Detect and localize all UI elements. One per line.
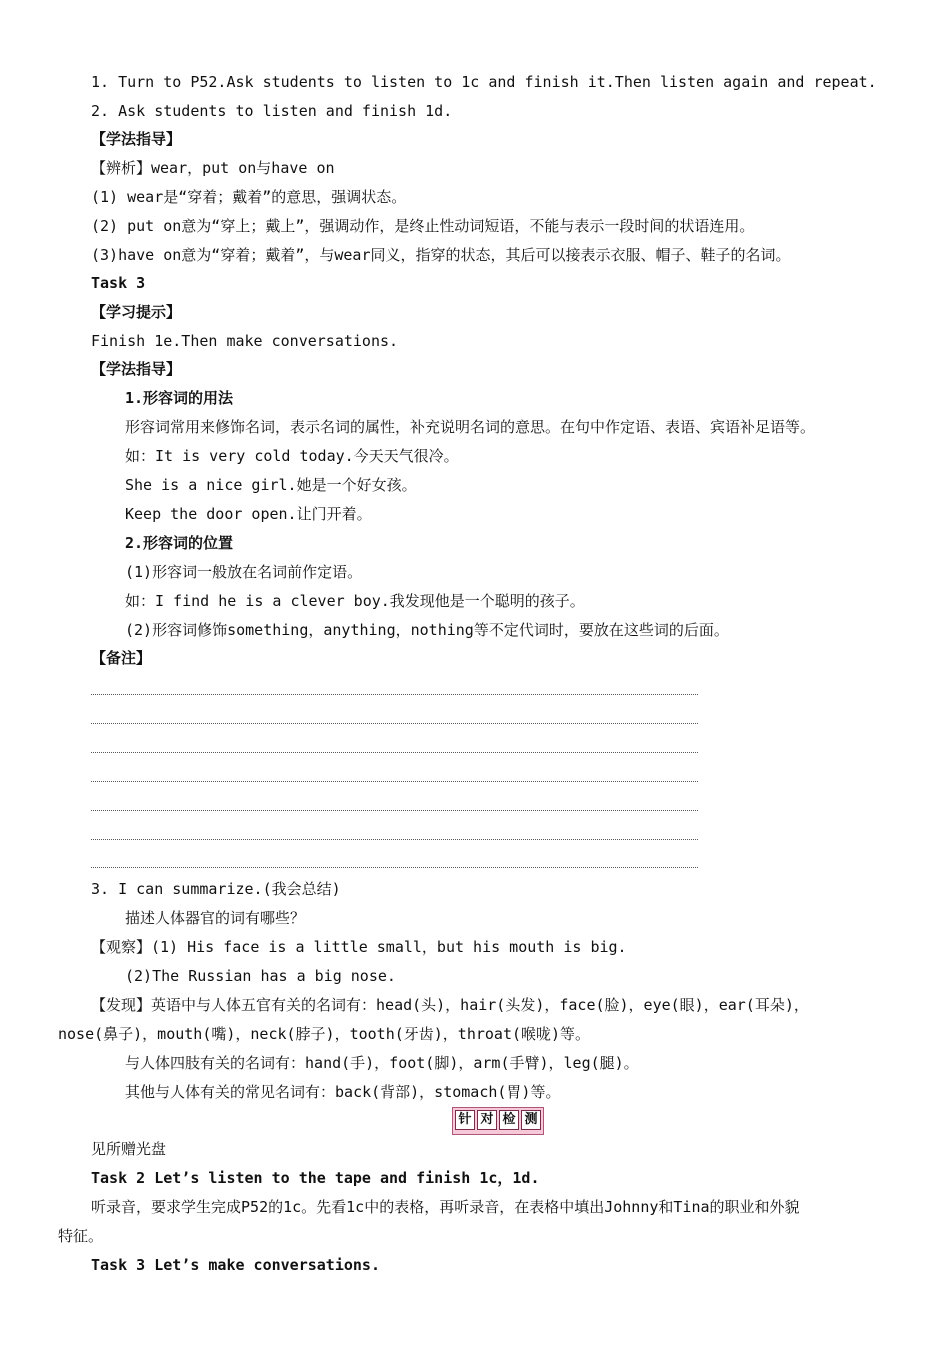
note-line[interactable] bbox=[91, 752, 698, 753]
note-line[interactable] bbox=[91, 781, 698, 782]
text-line: (1)形容词一般放在名词前作定语。 bbox=[125, 563, 363, 581]
task-heading: Task 2 Let’s listen to the tape and finish 1c，1d. bbox=[91, 1169, 540, 1187]
text-line: (2)形容词修饰something，anything，nothing等不定代词时，要放在这些词的后面。 bbox=[125, 621, 729, 639]
note-line[interactable] bbox=[91, 723, 698, 724]
example-line: Keep the door open.让门开着。 bbox=[125, 505, 372, 523]
text-line: Finish 1e.Then make conversations. bbox=[91, 332, 399, 350]
text-line: 与人体四肢有关的名词有：hand(手)，foot(脚)，arm(手臂)，leg(腿)。 bbox=[125, 1054, 639, 1072]
text-line: 特征。 bbox=[58, 1227, 104, 1245]
note-line[interactable] bbox=[91, 810, 698, 811]
text-line: (1) wear是“穿着；戴着”的意思，强调状态。 bbox=[91, 188, 407, 206]
text-line: (3)have on意为“穿着；戴着”，与wear同义，指穿的状态，其后可以接表示衣服、帽子、鞋子的名词。 bbox=[91, 246, 791, 264]
tag-char: 测 bbox=[521, 1110, 541, 1130]
note-line[interactable] bbox=[91, 839, 698, 840]
task-heading: Task 3 bbox=[91, 274, 146, 292]
text-line: 【辨析】wear，put on与have on bbox=[91, 159, 335, 177]
example-line: 如：It is very cold today.今天天气很冷。 bbox=[125, 447, 459, 465]
subheading: 1.形容词的用法 bbox=[125, 389, 234, 407]
text-line: 见所赠光盘 bbox=[91, 1140, 167, 1158]
example-line: 如：I find he is a clever boy.我发现他是一个聪明的孩子。 bbox=[125, 592, 585, 610]
subheading: 2.形容词的位置 bbox=[125, 534, 234, 552]
section-tag bbox=[452, 1107, 544, 1135]
tag-char: 针 bbox=[455, 1110, 475, 1130]
text-line: 描述人体器官的词有哪些？ bbox=[125, 909, 306, 927]
tag-char: 检 bbox=[499, 1110, 519, 1130]
section-heading: 【学法指导】 bbox=[91, 360, 182, 378]
tag-char: 对 bbox=[477, 1110, 497, 1130]
text-line: 【观察】(1) His face is a little small，but his mouth is big. bbox=[91, 938, 627, 956]
text-line: nose(鼻子)，mouth(嘴)，neck(脖子)，tooth(牙齿)，throat(喉咙)等。 bbox=[58, 1025, 591, 1043]
section-heading: 【学习提示】 bbox=[91, 303, 182, 321]
text-line: 听录音，要求学生完成P52的1c。先看1c中的表格，再听录音，在表格中填出Johnny和Tina的职业和外貌 bbox=[91, 1198, 800, 1216]
note-line[interactable] bbox=[91, 867, 698, 868]
text-line: (2) put on意为“穿上；戴上”，强调动作，是终止性动词短语，不能与表示一段时间的状语连用。 bbox=[91, 217, 755, 235]
task-heading: Task 3 Let’s make conversations. bbox=[91, 1256, 380, 1274]
text-line: 3. I can summarize.(我会总结) bbox=[91, 880, 341, 898]
text-line: 形容词常用来修饰名词，表示名词的属性，补充说明名词的意思。在句中作定语、表语、宾语补足语等。 bbox=[125, 418, 816, 436]
notes-heading: 【备注】 bbox=[91, 649, 152, 667]
note-line[interactable] bbox=[91, 694, 698, 695]
section-heading: 【学法指导】 bbox=[91, 130, 182, 148]
text-line: 【发现】英语中与人体五官有关的名词有：head(头)，hair(头发)，face(脸)，eye(眼)，ear(耳朵)， bbox=[91, 996, 809, 1014]
text-line: (2)The Russian has a big nose. bbox=[125, 967, 396, 985]
example-line: She is a nice girl.她是一个好女孩。 bbox=[125, 476, 417, 494]
text-line: 其他与人体有关的常见名词有：back(背部)，stomach(胃)等。 bbox=[125, 1083, 561, 1101]
instruction-line: 2. Ask students to listen and finish 1d. bbox=[91, 102, 453, 120]
instruction-line: 1. Turn to P52.Ask students to listen to 1c and finish it.Then listen again and repeat. bbox=[91, 73, 877, 91]
